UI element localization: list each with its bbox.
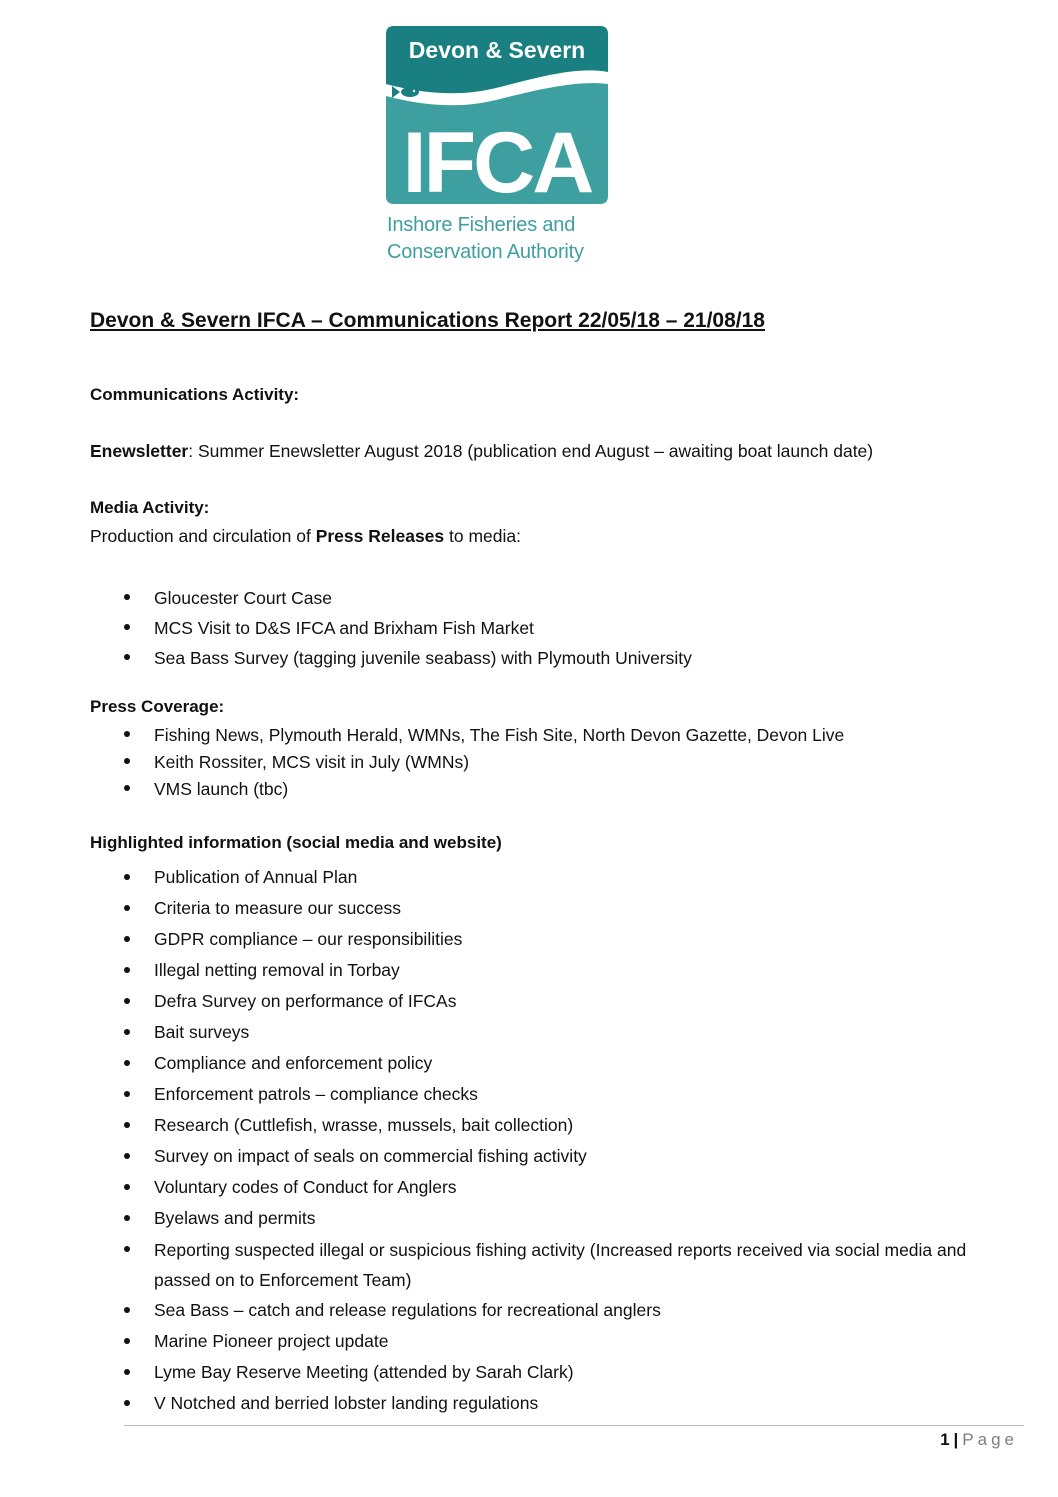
bullet-icon bbox=[124, 1091, 130, 1097]
logo-subtitle-line1: Inshore Fisheries and bbox=[387, 214, 576, 236]
bullet-icon bbox=[124, 1153, 130, 1159]
list-item: Gloucester Court Case bbox=[0, 583, 1058, 613]
svg-text:IFCA: IFCA bbox=[402, 115, 592, 206]
page-number: 1 bbox=[940, 1430, 950, 1449]
bullet-icon bbox=[124, 785, 130, 791]
bullet-icon bbox=[124, 1338, 130, 1344]
document-title: Devon & Severn IFCA – Communications Report 22/05/18 – 21/08/18 bbox=[90, 309, 765, 332]
highlighted-information-list bbox=[0, 862, 1058, 1419]
bullet-icon bbox=[124, 1215, 130, 1221]
list-item: Sea Bass – catch and release regulations for recreational anglers bbox=[0, 1295, 1058, 1326]
bullet-icon bbox=[124, 1400, 130, 1406]
list-item: Fishing News, Plymouth Herald, WMNs, The Fish Site, North Devon Gazette, Devon Live bbox=[0, 722, 1058, 749]
footer-separator: | bbox=[953, 1430, 959, 1449]
media-intro-text: Production and circulation of bbox=[90, 526, 316, 546]
enewsletter-label: Enewsletter bbox=[90, 441, 189, 461]
list-item: Compliance and enforcement policy bbox=[0, 1048, 1058, 1079]
bullet-icon bbox=[124, 1060, 130, 1066]
logo-subtitle bbox=[387, 212, 584, 266]
press-coverage-list bbox=[0, 722, 1058, 803]
enewsletter-paragraph bbox=[90, 441, 873, 462]
list-item: Sea Bass Survey (tagging juvenile seabass) with Plymouth University bbox=[0, 643, 1058, 673]
press-releases-label: Press Releases bbox=[315, 526, 445, 546]
bullet-icon bbox=[124, 1184, 130, 1190]
bullet-icon bbox=[124, 967, 130, 973]
press-coverage-heading: Press Coverage: bbox=[90, 697, 225, 716]
bullet-icon bbox=[124, 758, 130, 764]
list-item: Survey on impact of seals on commercial fishing activity bbox=[0, 1141, 1058, 1172]
list-item: Publication of Annual Plan bbox=[0, 862, 1058, 893]
bullet-icon bbox=[124, 998, 130, 1004]
list-item: Marine Pioneer project update bbox=[0, 1326, 1058, 1357]
logo-subtitle-line2: Conservation Authority bbox=[387, 241, 584, 263]
bullet-icon bbox=[124, 731, 130, 737]
list-item: VMS launch (tbc) bbox=[0, 776, 1058, 803]
bullet-icon bbox=[124, 654, 130, 660]
list-item: Enforcement patrols – compliance checks bbox=[0, 1079, 1058, 1110]
bullet-icon bbox=[124, 1122, 130, 1128]
communications-activity-heading: Communications Activity: bbox=[90, 385, 300, 404]
bullet-icon bbox=[124, 905, 130, 911]
ifca-logo bbox=[386, 26, 608, 268]
media-activity-heading: Media Activity: bbox=[90, 498, 210, 517]
ifca-logo-graphic bbox=[386, 26, 608, 206]
bullet-icon bbox=[124, 594, 130, 600]
list-item: Defra Survey on performance of IFCAs bbox=[0, 986, 1058, 1017]
bullet-icon bbox=[124, 1029, 130, 1035]
highlighted-information-heading: Highlighted information (social media and website) bbox=[90, 833, 502, 852]
bullet-icon bbox=[124, 1369, 130, 1375]
list-item: Keith Rossiter, MCS visit in July (WMNs) bbox=[0, 749, 1058, 776]
list-item: Voluntary codes of Conduct for Anglers bbox=[0, 1172, 1058, 1203]
press-releases-list bbox=[0, 583, 1058, 673]
bullet-icon bbox=[124, 936, 130, 942]
list-item: GDPR compliance – our responsibilities bbox=[0, 924, 1058, 955]
list-item: Illegal netting removal in Torbay bbox=[0, 955, 1058, 986]
list-item: Research (Cuttlefish, wrasse, mussels, bait collection) bbox=[0, 1110, 1058, 1141]
bullet-icon bbox=[124, 624, 130, 630]
footer-divider bbox=[124, 1425, 1024, 1426]
bullet-icon bbox=[124, 1246, 130, 1252]
media-activity-intro bbox=[90, 526, 521, 547]
bullet-icon bbox=[124, 1307, 130, 1313]
media-intro-suffix: to media: bbox=[444, 526, 522, 546]
page-footer bbox=[940, 1430, 1018, 1450]
list-item: Bait surveys bbox=[0, 1017, 1058, 1048]
list-item: Byelaws and permits bbox=[0, 1203, 1058, 1234]
list-item: V Notched and berried lobster landing regulations bbox=[0, 1388, 1058, 1419]
page-label: Page bbox=[962, 1430, 1018, 1449]
bullet-icon bbox=[124, 874, 130, 880]
enewsletter-text: : Summer Enewsletter August 2018 (publication end August – awaiting boat launch date) bbox=[188, 441, 874, 461]
svg-text:Devon & Severn: Devon & Severn bbox=[408, 37, 586, 63]
list-item: Reporting suspected illegal or suspicious fishing activity (Increased reports received via social media and passed on to Enforcement Team) bbox=[0, 1234, 1024, 1295]
list-item: MCS Visit to D&S IFCA and Brixham Fish Market bbox=[0, 613, 1058, 643]
list-item: Criteria to measure our success bbox=[0, 893, 1058, 924]
list-item: Lyme Bay Reserve Meeting (attended by Sarah Clark) bbox=[0, 1357, 1058, 1388]
